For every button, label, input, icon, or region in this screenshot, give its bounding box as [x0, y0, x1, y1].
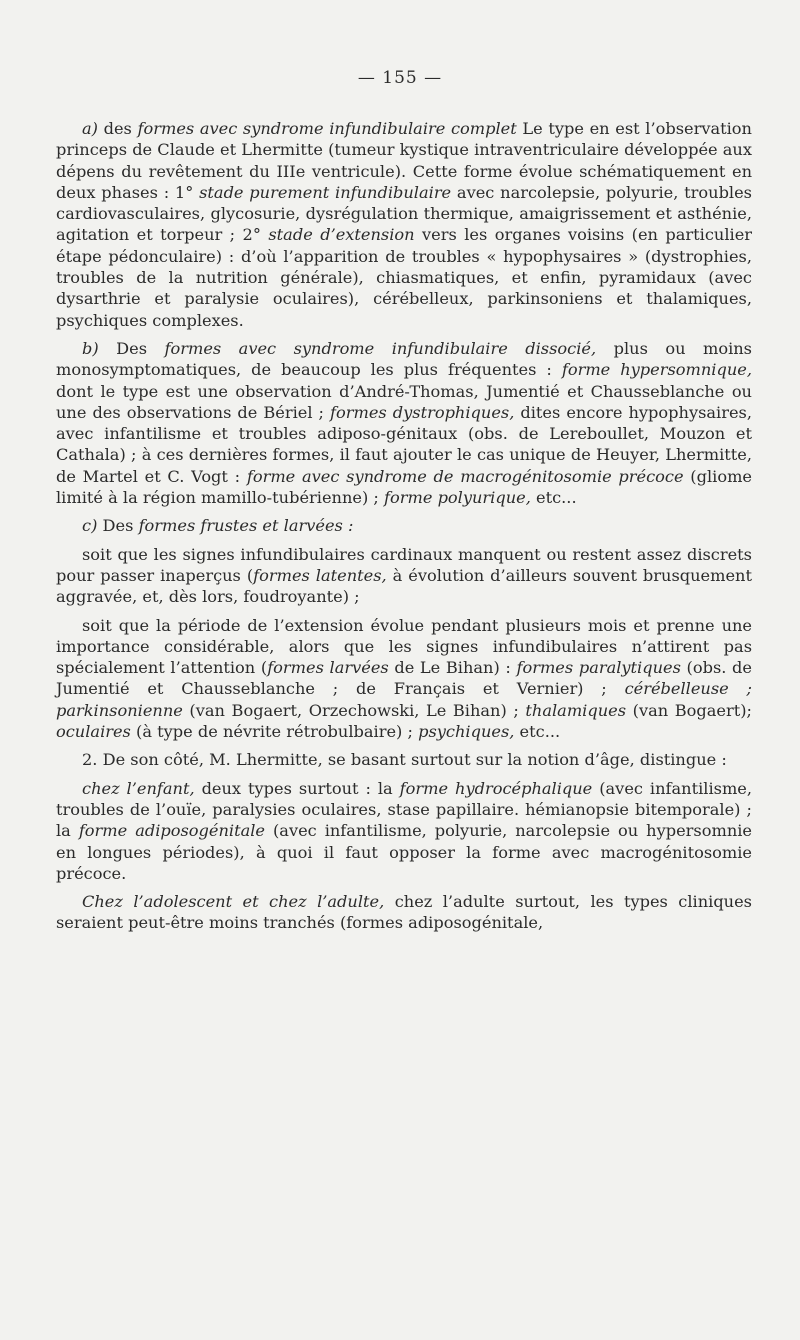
italic-text: cérébelleuse ; parkinsonienne [56, 679, 752, 720]
italic-text: forme polyurique, [384, 488, 531, 508]
italic-text: c) [82, 516, 98, 536]
text-run: des [97, 119, 138, 138]
paragraph-enfant [56, 778, 752, 884]
text-run: (avec infantilisme, troubles de l’ouïe, paralysies oculaires, stase papillaire. hémianopsie bitemporale) ; la [56, 778, 753, 841]
text-run: vers les organes voisins (en particulier étape pédonculaire) : d’où l’apparition de troubles « hypophysaires » (dystrophies, troubles de la nutrition générale), chiasmatiques, et enfin, pyramidaux (avec dysarthrie et paralysie oculaires), cérébelleux, parkinsoniens et thalamiques, psychiques complexes. [56, 225, 753, 330]
text-run: avec narcolepsie, polyurie, troubles cardiovasculaires, glycosurie, dysrégulation thermique, amaigrissement et asthénie, agitation et torpeur ; 2° [56, 182, 752, 245]
text-run: plus ou moins monosymptomatiques, de beaucoup les plus fréquentes : [56, 338, 752, 380]
italic-text: formes larvées [267, 658, 389, 678]
text-run: de Le Bihan) : [388, 658, 517, 678]
text-run: (gliome limité à la région mamillo-tubérienne) ; [56, 466, 752, 508]
text-run: dites encore hypophysaires, avec infantilisme et troubles adiposo-génitaux (obs. de Lereboullet, Mouzon et Cathala) ; à ces dernières formes, il faut ajouter le cas unique de Heuyer, Lhermitte, de Martel et C. Vogt : [56, 402, 752, 486]
paragraph-c-latentes [56, 544, 752, 608]
italic-text: formes latentes, [253, 565, 387, 585]
text-run: Le type en est l’observation princeps de Claude et Lhermitte (tumeur kystique intraventriculaire développée aux dépens du revêtement du IIIe ventricule). Cette forme évolue schématiquement en deux phases : 1° [56, 119, 752, 202]
italic-text: forme avec syndrome de macrogénitosomie précoce [246, 466, 684, 486]
text-run: Des [98, 338, 165, 358]
text-run: etc... [514, 722, 561, 742]
text-run: chez l’adulte surtout, les types cliniques seraient peut-être moins tranchés (formes adiposogénitale, [56, 892, 752, 933]
italic-text: a) [82, 119, 98, 138]
italic-text: forme hydrocéphalique [399, 778, 593, 798]
italic-text: formes avec syndrome infundibulaire dissocié, [164, 338, 597, 358]
paragraph-adolescent-adulte [56, 891, 752, 934]
italic-text: stade d’extension [268, 225, 415, 245]
text-run: (van Bogaert); [626, 700, 752, 720]
italic-text: formes avec syndrome infundibulaire complet [137, 119, 517, 138]
italic-text: b) [82, 338, 99, 358]
italic-text: thalamiques [525, 700, 627, 720]
text-run: etc... [530, 488, 577, 508]
italic-text: oculaires [56, 722, 131, 742]
italic-text: chez l’enfant, [82, 778, 195, 798]
italic-text: formes frustes et larvées : [138, 516, 354, 536]
page-number: — 155 — [357, 68, 443, 88]
italic-text: formes dystrophiques, [330, 402, 515, 422]
italic-text: stade purement infundibulaire [199, 182, 452, 202]
text-run: (à type de névrite rétrobulbaire) ; [130, 722, 419, 742]
text-run: (avec infantilisme, polyurie, narcolepsie ou hypersomnie en longues périodes), à quoi il faut opposer la forme avec macrogénitosomie précoce. [56, 821, 752, 883]
paragraph-b [56, 338, 752, 508]
paragraph-c [56, 515, 752, 536]
text-run: dont le type est une observation d’André-Thomas, Jumentié et Chausseblanche ou une des observations de Bériel ; [56, 381, 752, 422]
text-run: (van Bogaert, Orzechowski, Le Bihan) ; [182, 700, 526, 720]
text-run: à évolution d’ailleurs souvent brusquement aggravée, et, dès lors, foudroyante) ; [56, 565, 752, 607]
italic-text: formes paralytiques [516, 658, 681, 678]
body-text [56, 118, 752, 941]
text-run: soit que les signes infundibulaires cardinaux manquent ou restent assez discrets pour passer inaperçus ( [56, 544, 752, 585]
italic-text: psychiques, [418, 722, 515, 742]
text-run: Des [97, 516, 139, 536]
paragraph-c-larvees [56, 615, 752, 743]
italic-text: forme hypersomnique, [561, 360, 752, 380]
italic-text: forme adiposogénitale [78, 821, 265, 841]
paragraph-lhermitte [56, 749, 752, 770]
text-run: 2. De son côté, M. Lhermitte, se basant surtout sur la notion d’âge, distingue : [82, 750, 727, 770]
paragraph-a [56, 118, 752, 331]
text-run: (obs. de Jumentié et Chausseblanche ; de Français et Vernier) ; [56, 658, 752, 699]
italic-text: Chez l’adolescent et chez l’adulte, [82, 892, 385, 912]
text-run: soit que la période de l’extension évolue pendant plusieurs mois et prenne une importance considérable, alors que les signes infundibulaires n’attirent pas spécialement l’attention ( [56, 615, 752, 678]
text-run: deux types surtout : la [194, 778, 400, 798]
